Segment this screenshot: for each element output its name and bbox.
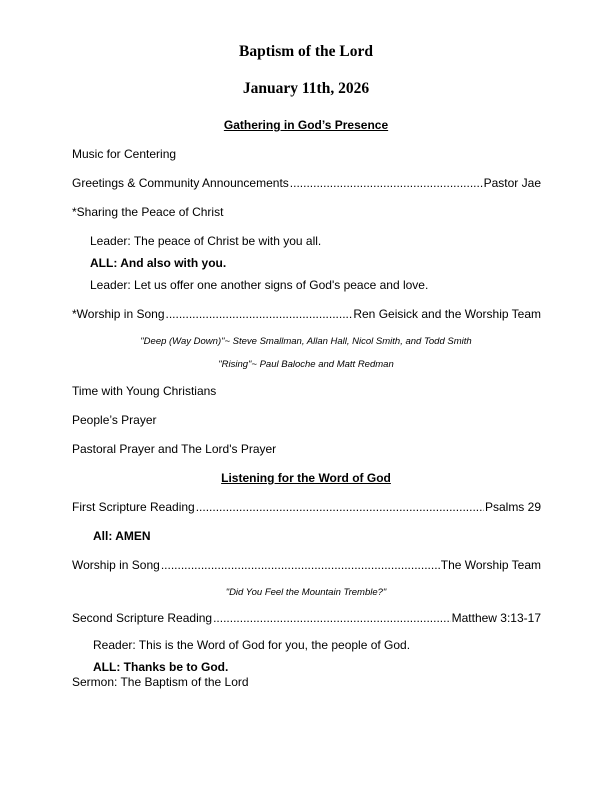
leader-line-2: Leader: Let us offer one another signs of God's peace and love. (90, 278, 429, 292)
thanks-response: ALL: Thanks be to God. (93, 660, 229, 674)
leader-dots (166, 307, 353, 321)
song-credit-3: "Did You Feel the Mountain Tremble?" (225, 587, 387, 598)
leader-dots (213, 611, 451, 625)
service-date: January 11th, 2026 (242, 80, 370, 97)
worship-person-2: The Worship Team (440, 558, 541, 572)
greetings-row (72, 176, 541, 190)
amen-response: All: AMEN (93, 529, 151, 543)
greetings-person: Pastor Jae (483, 176, 541, 190)
music-for-centering: Music for Centering (72, 147, 177, 161)
section-heading-gathering: Gathering in God’s Presence (223, 118, 389, 132)
young-christians: Time with Young Christians (72, 384, 217, 398)
leader-dots (196, 500, 484, 514)
worship-label: *Worship in Song (72, 307, 165, 321)
first-reading-row (72, 500, 541, 514)
worship-label-2: Worship in Song (72, 558, 160, 572)
worship-row-1 (72, 307, 541, 321)
leader-line-1: Leader: The peace of Christ be with you all. (90, 234, 322, 248)
section-heading-listening: Listening for the Word of God (221, 471, 391, 485)
second-reading-row (72, 611, 541, 625)
pastoral-prayer: Pastoral Prayer and The Lord's Prayer (72, 442, 277, 456)
leader-dots (290, 176, 483, 190)
second-reading-label: Second Scripture Reading (72, 611, 213, 625)
first-reading-label: First Scripture Reading (72, 500, 195, 514)
sermon-title: Sermon: The Baptism of the Lord (72, 675, 249, 689)
reader-line: Reader: This is the Word of God for you, the people of God. (93, 638, 411, 652)
worship-row-2 (72, 558, 541, 572)
all-response-1: ALL: And also with you. (90, 256, 227, 270)
greetings-label: Greetings & Community Announcements (72, 176, 289, 190)
sharing-peace: *Sharing the Peace of Christ (72, 205, 224, 219)
song-credit-1: "Deep (Way Down)"~ Steve Smallman, Allan Hall, Nicol Smith, and Todd Smith (140, 336, 472, 347)
leader-dots (161, 558, 440, 572)
peoples-prayer: People’s Prayer (72, 413, 157, 427)
song-credit-2: "Rising"~ Paul Baloche and Matt Redman (218, 359, 394, 370)
worship-person: Ren Geisick and the Worship Team (353, 307, 541, 321)
page-title: Baptism of the Lord (239, 43, 373, 60)
second-reading-ref: Matthew 3:13-17 (451, 611, 541, 625)
first-reading-ref: Psalms 29 (484, 500, 541, 514)
